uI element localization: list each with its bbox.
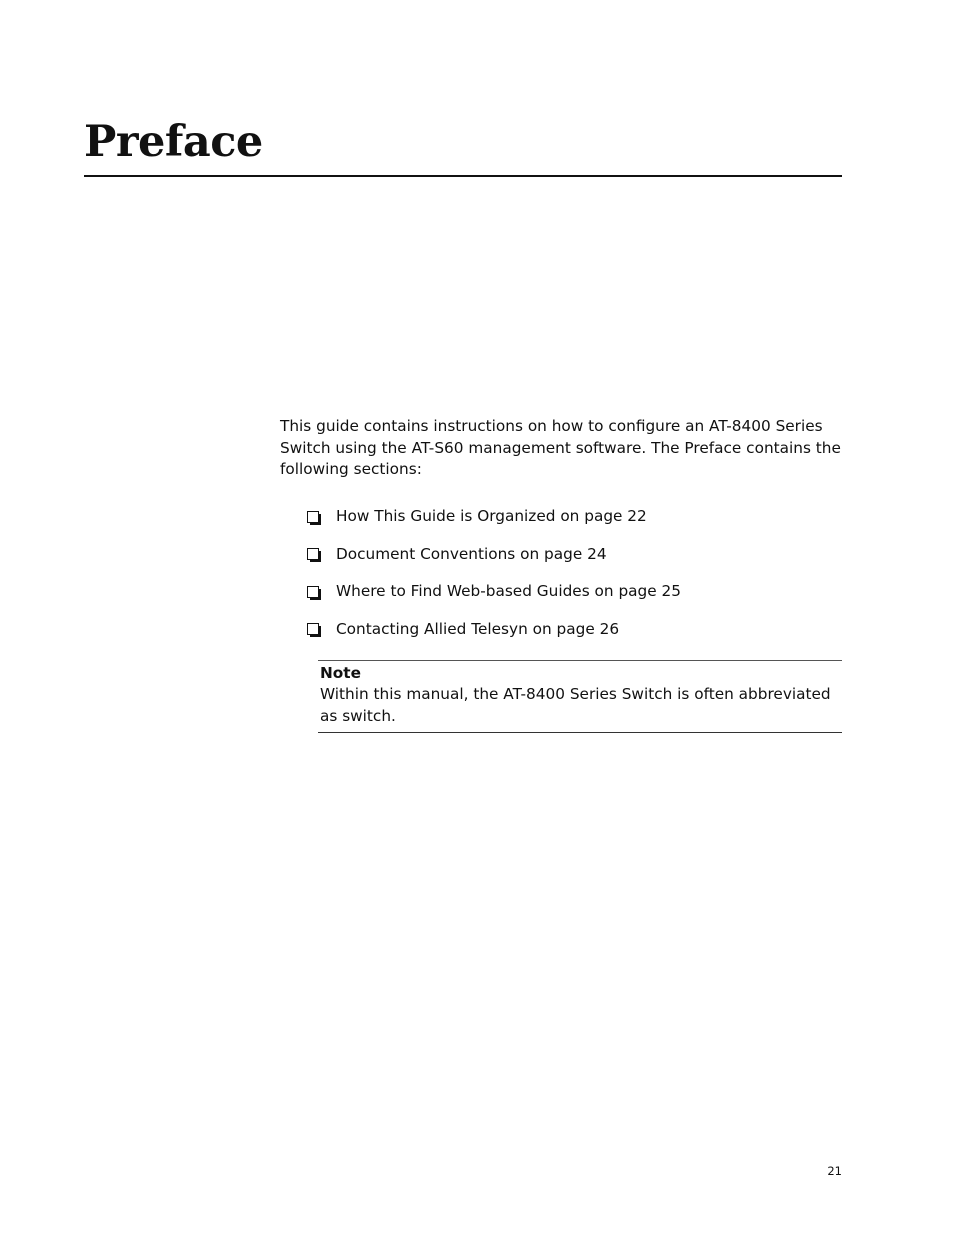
note-text: Within this manual, the AT-8400 Series Switch is often abbreviated as switch. bbox=[320, 685, 831, 725]
section-link-label[interactable]: Where to Find Web-based Guides on page 25 bbox=[336, 582, 681, 601]
list-item[interactable] bbox=[307, 611, 847, 649]
section-list bbox=[307, 498, 847, 648]
checkbox-bullet-icon bbox=[307, 511, 319, 523]
title-divider bbox=[84, 175, 842, 177]
intro-paragraph: This guide contains instructions on how to configure an AT-8400 Series Switch using the AT-S60 management software. The Preface contains the following sections: bbox=[280, 417, 841, 479]
list-item[interactable] bbox=[307, 536, 847, 574]
section-link-label[interactable]: Document Conventions on page 24 bbox=[336, 544, 607, 563]
list-item[interactable] bbox=[307, 573, 847, 611]
note-box bbox=[318, 660, 842, 733]
checkbox-bullet-icon bbox=[307, 586, 319, 598]
checkbox-bullet-icon bbox=[307, 623, 319, 635]
note-label: Note bbox=[320, 664, 361, 682]
checkbox-bullet-icon bbox=[307, 548, 319, 560]
section-link-label[interactable]: How This Guide is Organized on page 22 bbox=[336, 507, 647, 526]
list-item[interactable] bbox=[307, 498, 847, 536]
page-number: 21 bbox=[827, 1164, 842, 1178]
section-link-label[interactable]: Contacting Allied Telesyn on page 26 bbox=[336, 619, 620, 638]
page-title: Preface bbox=[84, 117, 263, 167]
